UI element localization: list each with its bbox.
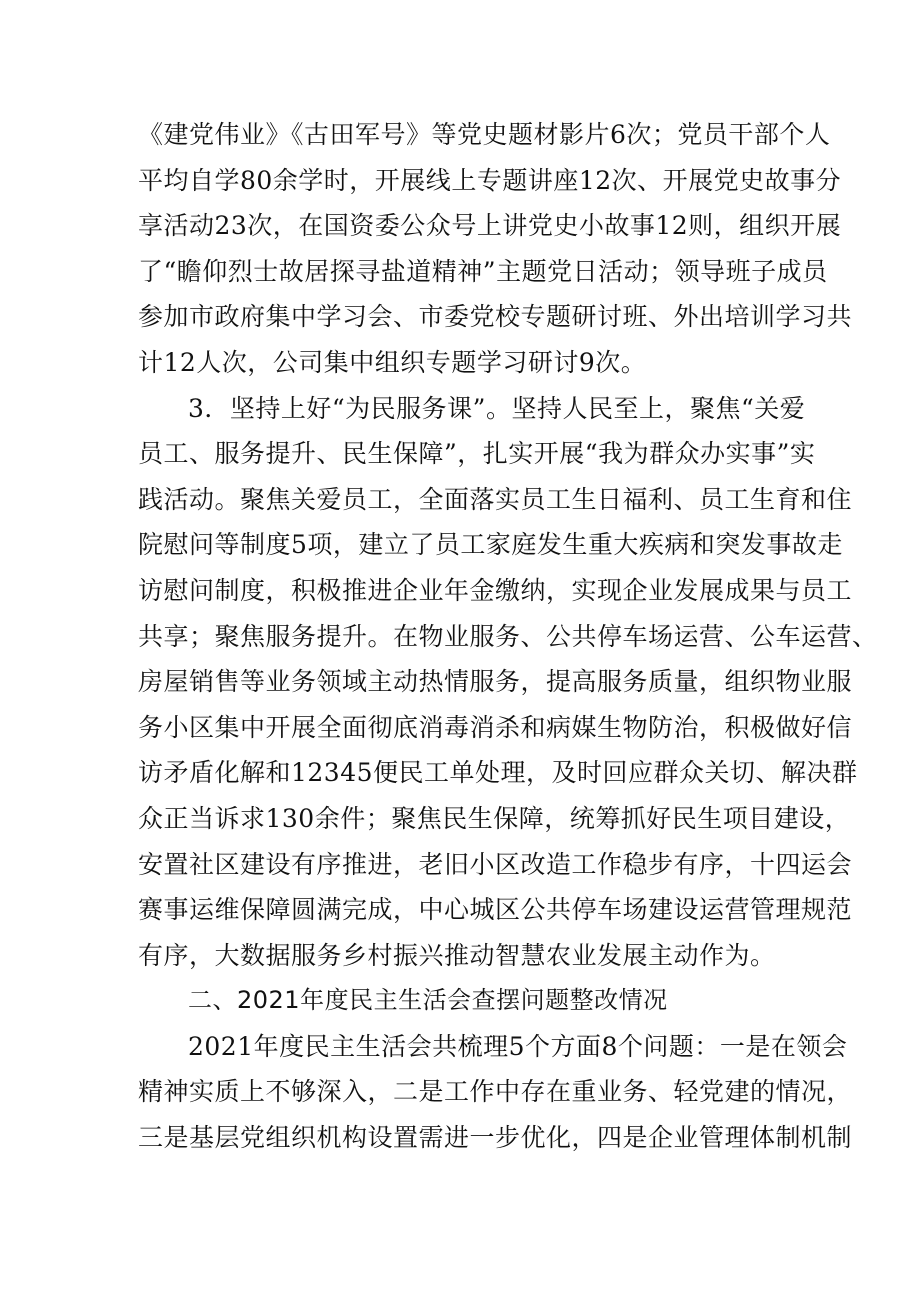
text-line: 众正当诉求130余件；聚焦民生保障，统筹抓好民生项目建设， — [138, 803, 851, 833]
paragraph-party-history-study — [138, 112, 853, 386]
text-line: 《建党伟业》《古田军号》等党史题材影片6次；党员干部个人 — [138, 120, 831, 149]
text-line: 房屋销售等业务领域主动热情服务，提高服务质量，组织物业服 — [138, 667, 853, 697]
document-page — [138, 112, 878, 1161]
text-line: 共享；聚焦服务提升。在物业服务、公共停车场运营、公车运营、 — [138, 621, 878, 651]
text-line: 三是基层党组织机构设置需进一步优化，四是企业管理体制机制 — [138, 1123, 853, 1153]
text-line: 3．坚持上好“为民服务课”。坚持人民至上，聚焦“关爱 — [188, 393, 806, 423]
text-line: 安置社区建设有序推进，老旧小区改造工作稳步有序，十四运会 — [138, 849, 853, 879]
paragraph-serve-people — [138, 386, 878, 979]
section-heading: 二、2021年度民主生活会查摆问题整改情况 — [188, 986, 668, 1015]
text-line: 员工、服务提升、民生保障”，扎实开展“我为群众办实事”实 — [138, 439, 816, 469]
text-line: 院慰问等制度5项，建立了员工家庭发生重大疾病和突发事故走 — [138, 530, 843, 560]
text-line: 平均自学80余学时，开展线上专题讲座12次、开展党史故事分 — [138, 165, 842, 195]
text-line: 访矛盾化解和12345便民工单处理，及时回应群众关切、解决群 — [138, 758, 858, 788]
text-line: 享活动23次，在国资委公众号上讲党史小故事12则，组织开展 — [138, 211, 842, 241]
text-line: 务小区集中开展全面彻底消毒消杀和病媒生物防治，积极做好信 — [138, 712, 853, 742]
text-line: 赛事运维保障圆满完成，中心城区公共停车场建设运营管理规范 — [138, 895, 853, 925]
text-line: 践活动。聚焦关爱员工，全面落实员工生日福利、员工生育和住 — [138, 484, 853, 514]
text-line: 访慰问制度，积极推进企业年金缴纳，实现企业发展成果与员工 — [138, 575, 853, 605]
text-line: 精神实质上不够深入，二是工作中存在重业务、轻党建的情况， — [138, 1077, 853, 1107]
text-line: 计12人次，公司集中组织专题学习研讨9次。 — [138, 347, 647, 377]
text-line: 有序，大数据服务乡村振兴推动智慧农业发展主动作为。 — [138, 940, 776, 970]
text-line: 参加市政府集中学习会、市委党校专题研讨班、外出培训学习共 — [138, 302, 853, 332]
text-line: 了“瞻仰烈士故居探寻盐道精神”主题党日活动；领导班子成员 — [138, 256, 828, 286]
text-line: 2021年度民主生活会共梳理5个方面8个问题：一是在领会 — [188, 1031, 848, 1061]
paragraph-rectification-issues — [138, 1024, 853, 1161]
